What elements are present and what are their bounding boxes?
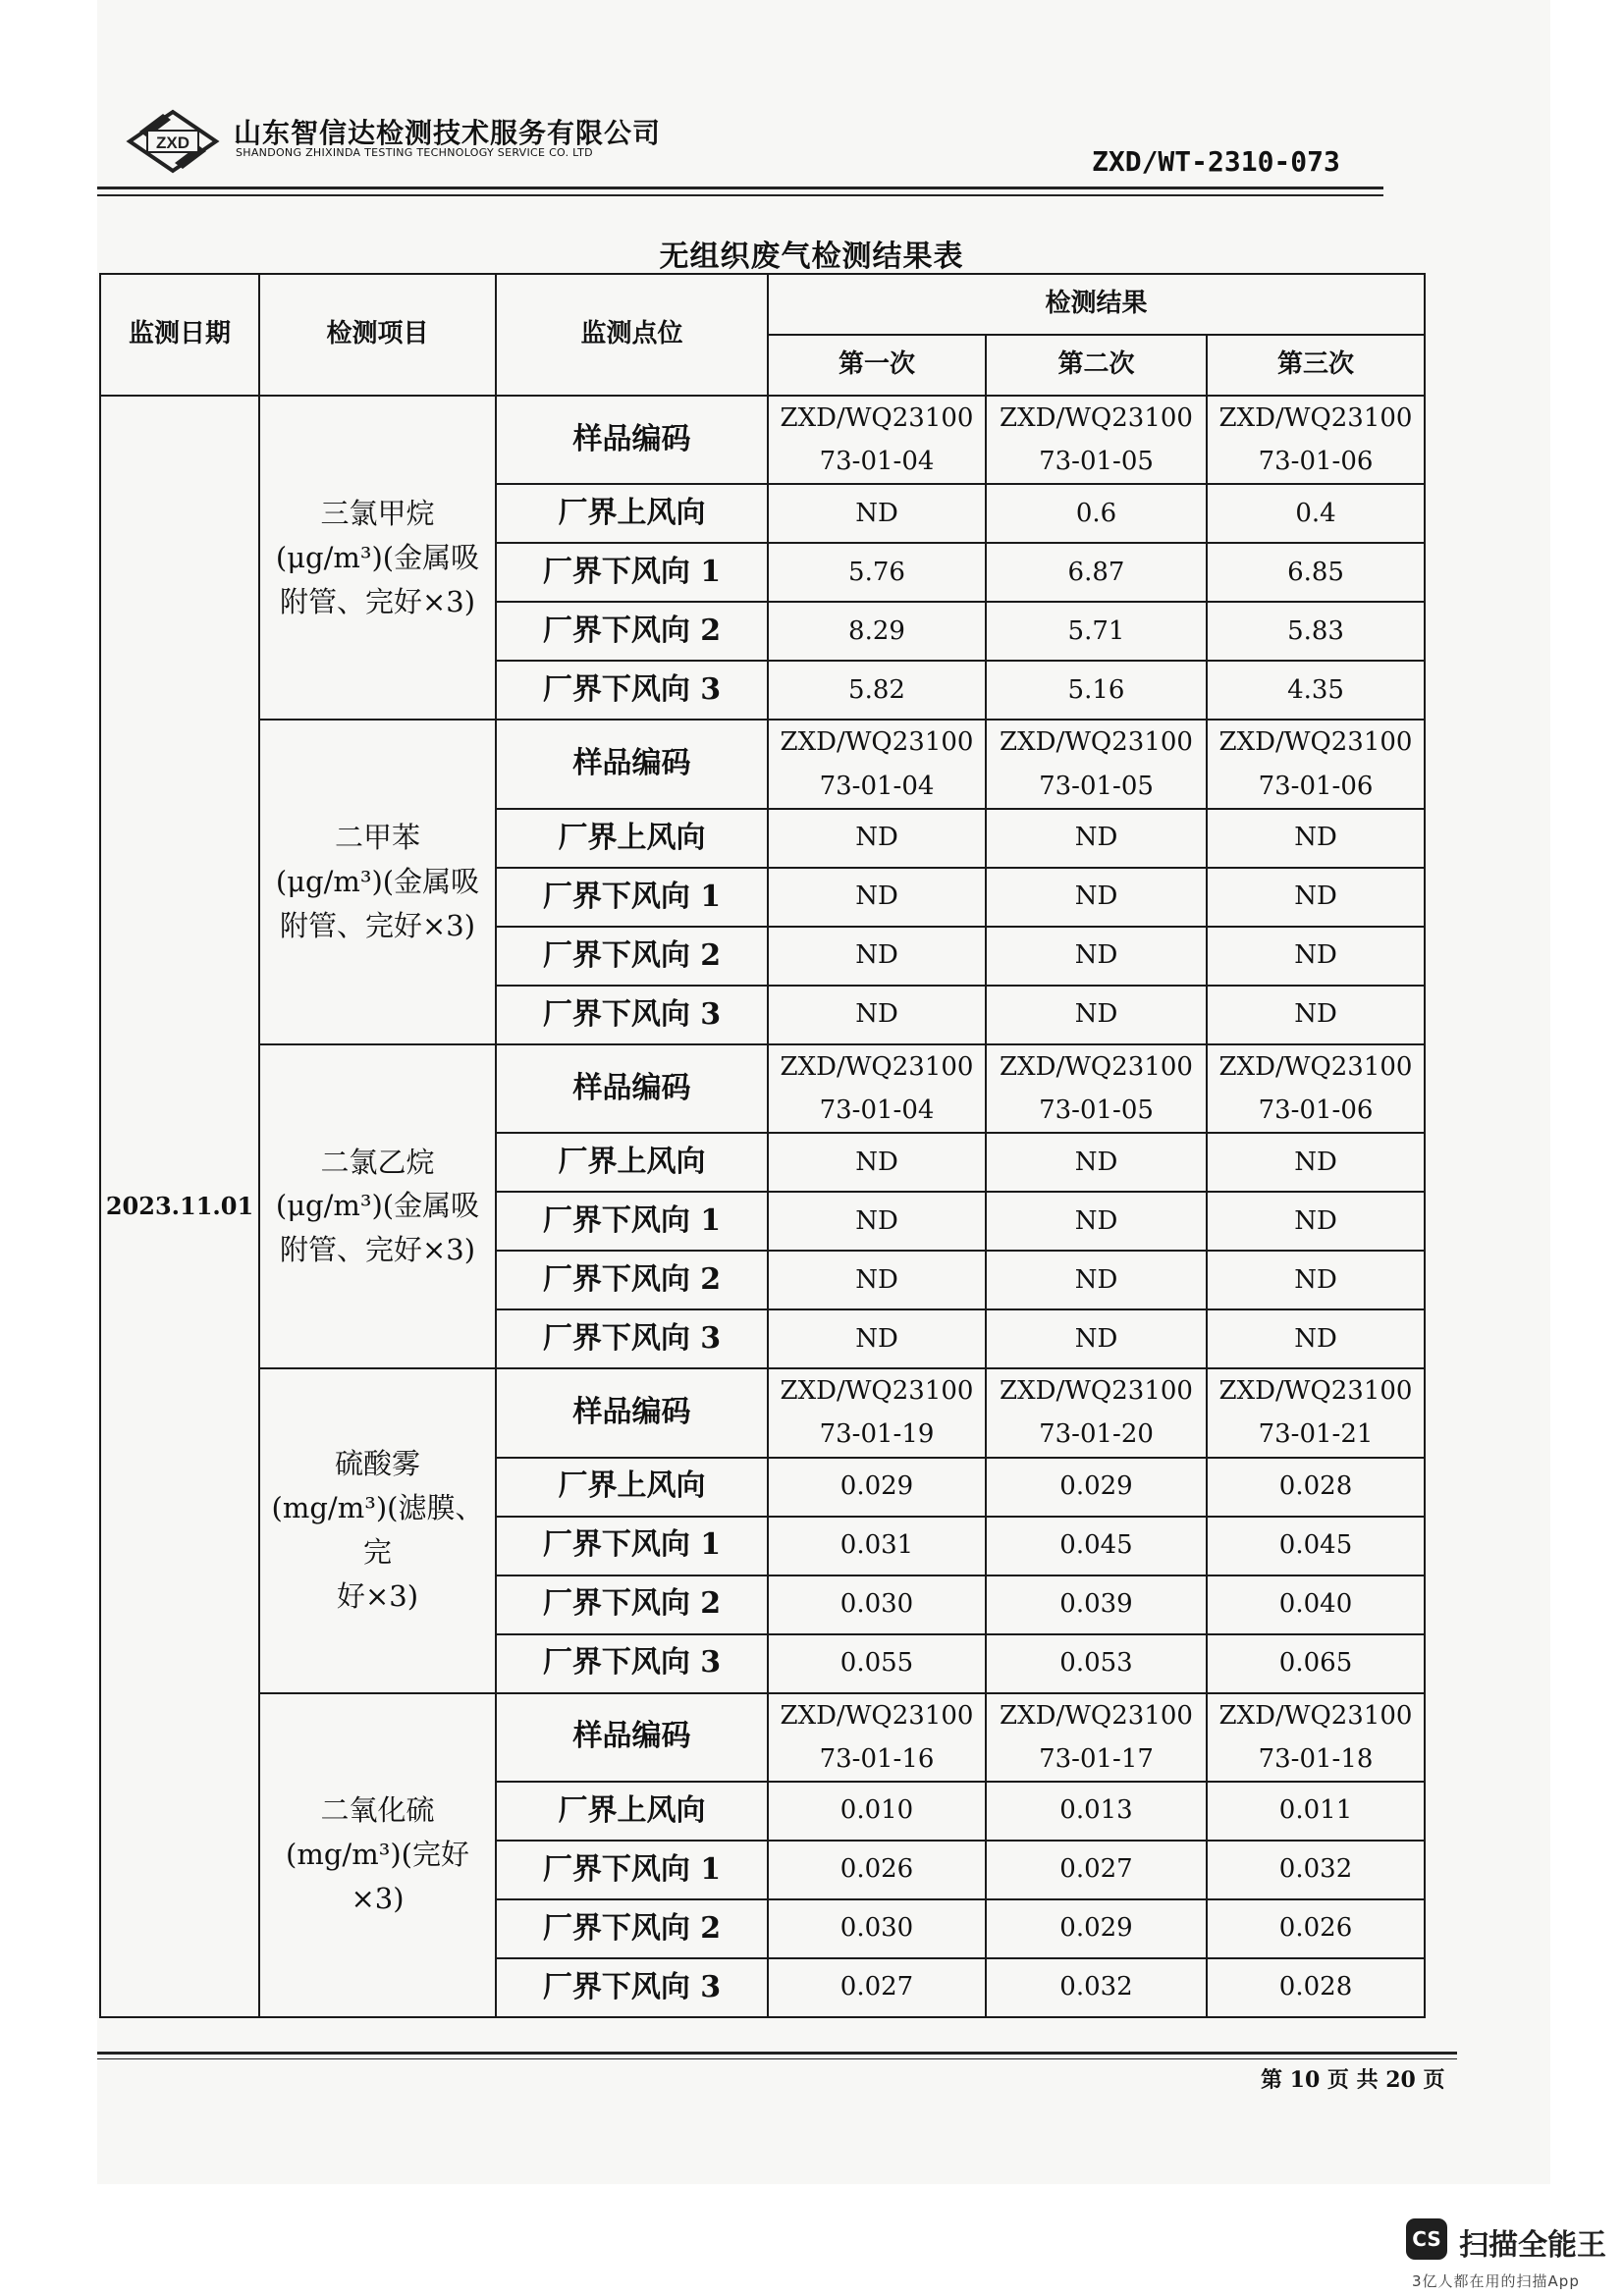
sample-code-cell: [986, 1044, 1207, 1133]
test-item-line: 二甲苯: [334, 821, 420, 855]
monitoring-point: 厂界下风向 2: [496, 1899, 768, 1958]
monitoring-point: 样品编码: [496, 396, 768, 484]
monitoring-point: 样品编码: [496, 720, 768, 808]
test-item-line: 附管、完好×3): [279, 909, 476, 943]
sample-code-line: ZXD/WQ23100: [780, 1376, 974, 1407]
sample-code-line: ZXD/WQ23100: [780, 1700, 974, 1731]
sample-code-cell: [768, 1368, 986, 1457]
sample-code-row: [100, 1693, 1425, 1782]
sample-code-line: 73-01-05: [1039, 771, 1154, 801]
result-value: ND: [986, 1192, 1207, 1251]
result-value: 0.032: [1207, 1841, 1425, 1899]
sample-code-line: ZXD/WQ23100: [1000, 1051, 1193, 1082]
company-name-cn: 山东智信达检测技术服务有限公司: [234, 117, 662, 149]
sample-code-line: ZXD/WQ23100: [780, 727, 974, 758]
result-value: 0.010: [768, 1782, 986, 1841]
result-value: ND: [768, 1251, 986, 1309]
monitoring-point: 厂界下风向 2: [496, 927, 768, 986]
sample-code-cell: [1207, 720, 1425, 808]
sample-code-cell: [986, 396, 1207, 484]
result-value: 0.027: [986, 1841, 1207, 1899]
result-value: ND: [768, 868, 986, 927]
sample-code-cell: [986, 1368, 1207, 1457]
monitoring-point: 厂界上风向: [496, 1458, 768, 1517]
sample-code-line: ZXD/WQ23100: [1000, 727, 1193, 758]
result-value: 0.040: [1207, 1575, 1425, 1634]
header-round-2: 第二次: [986, 335, 1207, 396]
header-rule: [97, 194, 1383, 196]
result-value: 0.026: [1207, 1899, 1425, 1958]
result-value: ND: [768, 986, 986, 1044]
test-item-line: 附管、完好×3): [279, 584, 476, 618]
result-value: 5.71: [986, 602, 1207, 661]
company-name-en: SHANDONG ZHIXINDA TESTING TECHNOLOGY SERVICE CO. LTD: [236, 146, 593, 159]
sample-code-cell: [1207, 1044, 1425, 1133]
document-code: ZXD/WT-2310-073: [1092, 145, 1340, 178]
monitoring-point: 厂界下风向 2: [496, 1251, 768, 1309]
result-value: ND: [986, 986, 1207, 1044]
result-value: 0.4: [1207, 484, 1425, 543]
test-item-line: (μg/m³)(金属吸: [275, 865, 480, 899]
monitoring-point: 厂界下风向 3: [496, 1958, 768, 2017]
sample-code-cell: [1207, 1368, 1425, 1457]
result-value: 6.87: [986, 543, 1207, 602]
result-value: 0.013: [986, 1782, 1207, 1841]
test-item-line: 附管、完好×3): [279, 1233, 476, 1267]
result-value: 0.029: [986, 1458, 1207, 1517]
result-value: 0.028: [1207, 1458, 1425, 1517]
monitoring-point: 厂界上风向: [496, 1133, 768, 1192]
sample-code-cell: [1207, 396, 1425, 484]
result-value: ND: [1207, 1251, 1425, 1309]
test-item-line: 好×3): [336, 1579, 419, 1614]
result-value: 0.030: [768, 1575, 986, 1634]
monitoring-point: 厂界上风向: [496, 484, 768, 543]
page-number: 第 10 页 共 20 页: [1261, 2067, 1445, 2093]
sample-code-line: 73-01-18: [1258, 1743, 1374, 1774]
result-value: 8.29: [768, 602, 986, 661]
result-value: ND: [986, 1251, 1207, 1309]
result-value: ND: [986, 1309, 1207, 1368]
monitoring-point: 厂界下风向 1: [496, 868, 768, 927]
result-value: 0.045: [1207, 1517, 1425, 1575]
result-value: ND: [1207, 868, 1425, 927]
sample-code-row: [100, 720, 1425, 808]
result-value: 5.76: [768, 543, 986, 602]
result-value: ND: [768, 1309, 986, 1368]
sample-code-line: 73-01-05: [1039, 447, 1154, 477]
sample-code-line: ZXD/WQ23100: [1218, 727, 1413, 758]
sample-code-line: ZXD/WQ23100: [1218, 1376, 1413, 1407]
test-item-line: (μg/m³)(金属吸: [275, 540, 480, 574]
test-item-line: (mg/m³)(完好×3): [286, 1838, 469, 1916]
sample-code-line: 73-01-04: [819, 447, 935, 477]
result-value: ND: [1207, 1192, 1425, 1251]
result-value: 0.027: [768, 1958, 986, 2017]
result-value: 0.029: [768, 1458, 986, 1517]
result-value: ND: [986, 809, 1207, 868]
result-value: 0.053: [986, 1634, 1207, 1693]
table-title: 无组织废气检测结果表: [659, 240, 964, 274]
monitoring-point: 厂界下风向 1: [496, 543, 768, 602]
sample-code-cell: [768, 1693, 986, 1782]
result-value: ND: [768, 1133, 986, 1192]
monitoring-point: 厂界上风向: [496, 809, 768, 868]
results-table: [99, 273, 1426, 2018]
test-item: [259, 720, 496, 1043]
result-value: 0.039: [986, 1575, 1207, 1634]
monitoring-point: 厂界下风向 3: [496, 1634, 768, 1693]
monitoring-point: 厂界下风向 2: [496, 602, 768, 661]
results-body: [100, 396, 1425, 2017]
result-value: ND: [1207, 809, 1425, 868]
test-item: [259, 1368, 496, 1692]
result-value: 0.032: [986, 1958, 1207, 2017]
header-rule: [97, 187, 1383, 189]
result-value: ND: [1207, 986, 1425, 1044]
monitoring-date: 2023.11.01: [100, 396, 259, 2017]
result-value: 5.16: [986, 661, 1207, 720]
sample-code-line: 73-01-21: [1258, 1419, 1374, 1450]
result-value: ND: [1207, 1309, 1425, 1368]
sample-code-row: [100, 396, 1425, 484]
sample-code-line: 73-01-06: [1258, 447, 1374, 477]
sample-code-cell: [768, 396, 986, 484]
monitoring-point: 厂界下风向 3: [496, 661, 768, 720]
sample-code-line: 73-01-20: [1039, 1419, 1154, 1450]
result-value: ND: [768, 1192, 986, 1251]
sample-code-line: 73-01-16: [819, 1743, 935, 1774]
sample-code-line: ZXD/WQ23100: [780, 403, 974, 433]
camscanner-badge: CS: [1406, 2218, 1447, 2260]
result-value: ND: [986, 927, 1207, 986]
result-value: 0.055: [768, 1634, 986, 1693]
result-value: 4.35: [1207, 661, 1425, 720]
monitoring-point: 厂界上风向: [496, 1782, 768, 1841]
result-value: ND: [768, 484, 986, 543]
result-value: 0.065: [1207, 1634, 1425, 1693]
monitoring-point: 厂界下风向 1: [496, 1192, 768, 1251]
sample-code-cell: [768, 1044, 986, 1133]
sample-code-line: 73-01-04: [819, 1095, 935, 1125]
monitoring-point: 样品编码: [496, 1044, 768, 1133]
result-value: ND: [768, 927, 986, 986]
monitoring-point: 样品编码: [496, 1693, 768, 1782]
result-value: 0.026: [768, 1841, 986, 1899]
sample-code-line: ZXD/WQ23100: [1000, 1700, 1193, 1731]
sample-code-cell: [986, 720, 1207, 808]
result-value: ND: [768, 809, 986, 868]
sample-code-line: ZXD/WQ23100: [1218, 1051, 1413, 1082]
sample-code-line: 73-01-17: [1039, 1743, 1154, 1774]
sample-code-line: 73-01-05: [1039, 1095, 1154, 1125]
test-item: [259, 1693, 496, 2017]
test-item-line: 硫酸雾: [334, 1447, 420, 1481]
header-item: 检测项目: [259, 274, 496, 396]
sample-code-line: ZXD/WQ23100: [1218, 1700, 1413, 1731]
monitoring-point: 厂界下风向 1: [496, 1841, 768, 1899]
logo-text: ZXD: [156, 133, 189, 152]
result-value: 0.6: [986, 484, 1207, 543]
header-point: 监测点位: [496, 274, 768, 396]
monitoring-point: 厂界下风向 3: [496, 1309, 768, 1368]
footer-rule: [97, 2052, 1457, 2055]
test-item: [259, 396, 496, 720]
sample-code-row: [100, 1368, 1425, 1457]
sample-code-line: 73-01-06: [1258, 771, 1374, 801]
sample-code-line: ZXD/WQ23100: [1218, 403, 1413, 433]
monitoring-point: 样品编码: [496, 1368, 768, 1457]
test-item-line: 三氯甲烷: [320, 496, 435, 530]
sample-code-line: ZXD/WQ23100: [1000, 1376, 1193, 1407]
result-value: 0.045: [986, 1517, 1207, 1575]
result-value: 0.029: [986, 1899, 1207, 1958]
monitoring-point: 厂界下风向 2: [496, 1575, 768, 1634]
sample-code-line: ZXD/WQ23100: [780, 1051, 974, 1082]
test-item-line: 二氧化硫: [320, 1793, 435, 1828]
result-value: 0.028: [1207, 1958, 1425, 2017]
sample-code-line: 73-01-06: [1258, 1095, 1374, 1125]
monitoring-point: 厂界下风向 3: [496, 986, 768, 1044]
test-item-line: (mg/m³)(滤膜、完: [271, 1491, 484, 1570]
test-item: [259, 1044, 496, 1368]
sample-code-line: 73-01-04: [819, 771, 935, 801]
sample-code-cell: [768, 720, 986, 808]
result-value: ND: [986, 1133, 1207, 1192]
sample-code-cell: [1207, 1693, 1425, 1782]
sample-code-line: ZXD/WQ23100: [1000, 403, 1193, 433]
result-value: 5.83: [1207, 602, 1425, 661]
result-value: 0.030: [768, 1899, 986, 1958]
header-round-1: 第一次: [768, 335, 986, 396]
result-value: ND: [986, 868, 1207, 927]
test-item-line: 二氯乙烷: [320, 1145, 435, 1179]
result-value: ND: [1207, 927, 1425, 986]
footer-rule: [97, 2058, 1457, 2059]
result-value: 0.031: [768, 1517, 986, 1575]
test-item-line: (μg/m³)(金属吸: [275, 1189, 480, 1223]
sample-code-row: [100, 1044, 1425, 1133]
camscanner-tagline: 3亿人都在用的扫描App: [1412, 2272, 1580, 2290]
header-date: 监测日期: [100, 274, 259, 396]
sample-code-line: 73-01-19: [819, 1419, 935, 1450]
company-logo: [118, 104, 228, 179]
result-value: 5.82: [768, 661, 986, 720]
result-value: ND: [1207, 1133, 1425, 1192]
monitoring-point: 厂界下风向 1: [496, 1517, 768, 1575]
header-round-3: 第三次: [1207, 335, 1425, 396]
sample-code-cell: [986, 1693, 1207, 1782]
result-value: 6.85: [1207, 543, 1425, 602]
result-value: 0.011: [1207, 1782, 1425, 1841]
header-result: 检测结果: [768, 274, 1425, 335]
camscanner-app-name: 扫描全能王: [1459, 2228, 1606, 2263]
